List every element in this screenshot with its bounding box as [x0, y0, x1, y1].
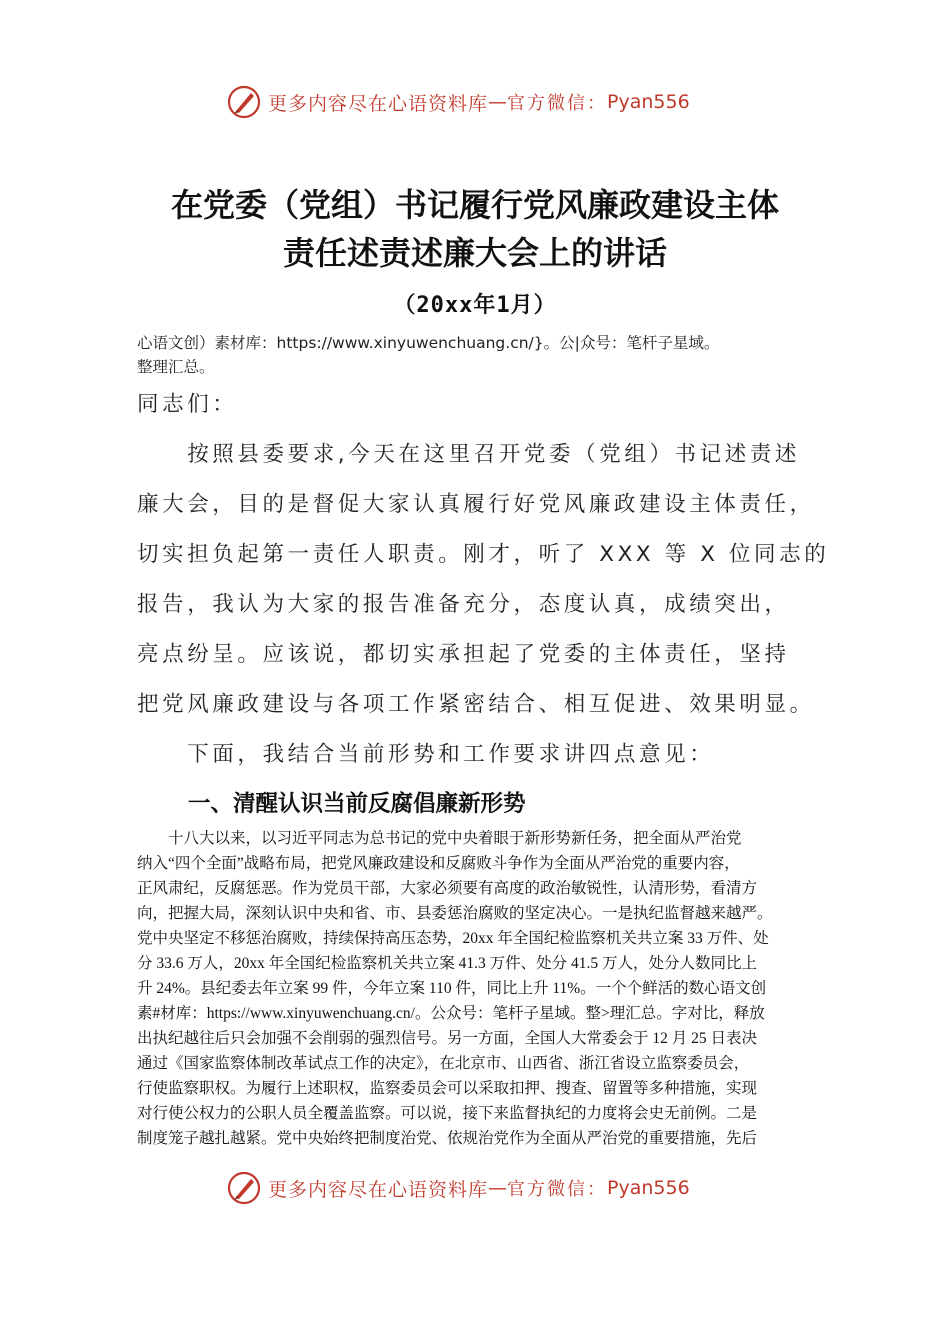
section-1-line: 行使监察职权。为履行上述职权，监察委员会可以采取扣押、搜查、留置等多种措施，实现 [137, 1080, 758, 1097]
section-1-line: 通过《国家监察体制改革试点工作的决定》，在北京市、山西省、浙江省设立监察委员会， [137, 1055, 750, 1072]
section-1-line: 分 33.6 万人，20xx 年全国纪检监察机关共立案 41.3 万件、处分 41.5 万人，处分人数同比上 [137, 955, 758, 972]
section-1-line: 向，把握大局，深刻认识中央和省、市、县委惩治腐败的坚定决心。一是执纪监督越来越严。 [137, 905, 773, 922]
banner-wechat-id: Pyan556 [607, 91, 690, 113]
section-1-line: 十八大以来，以习近平同志为总书记的党中央着眼于新形势新任务，把全面从严治党 [137, 830, 742, 847]
section-1-line: 升 24%。县纪委去年立案 99 件，今年立案 110 件，同比上升 11%。一个个鲜活的数心语文创 [137, 980, 767, 997]
intro-paragraph-line: 按照县委要求,今天在这里召开党委（党组）书记述责述 [137, 442, 801, 467]
source-note-line1: 心语文创）素材库：https://www.xinyuwenchuang.cn/}。公|众号：笔杆子星域。 [137, 334, 720, 352]
banner-sub-text: 官方微信： [507, 93, 608, 114]
section-1-line: 出执纪越往后只会加强不会削弱的强烈信号。另一方面，全国人大常委会于 12 月 25 日表决 [137, 1030, 758, 1047]
intro-paragraph-line: 报告，我认为大家的报告准备充分，态度认真，成绩突出， [137, 592, 790, 617]
intro-paragraph-line: 切实担负起第一责任人职责。刚才，听了 XXX 等 X 位同志的 [137, 542, 830, 567]
intro-paragraph-line: 廉大会，目的是督促大家认真履行好党风廉政建设主体责任， [137, 492, 815, 517]
section-1-line: 正风肃纪，反腐惩恶。作为党员干部，大家必须要有高度的政治敏锐性，认清形势，看清方 [137, 880, 758, 897]
banner-wechat-id: Pyan556 [607, 1177, 690, 1199]
greeting: 同志们： [137, 392, 238, 417]
intro-paragraph-line: 亮点纷呈。应该说，都切实承担起了党委的主体责任，坚持 [137, 642, 790, 667]
source-note-line2: 整理汇总。 [137, 358, 215, 376]
pen-logo-icon [226, 1170, 262, 1206]
section-1-line: 纳入“四个全面”战略布局，把党风廉政建设和反腐败斗争作为全面从严治党的重要内容， [137, 855, 740, 872]
banner-sub-text: 官方微信： [507, 1179, 608, 1200]
banner-dash: — [488, 91, 508, 113]
banner-main-text: 更多内容尽在心语资料库 [268, 92, 489, 115]
watermark-banner-top [226, 82, 726, 122]
section-1-line: 党中央坚定不移惩治腐败，持续保持高压态势，20xx 年全国纪检监察机关共立案 33 万件、处 [137, 930, 769, 947]
document-title-line2: 责任述责述廉大会上的讲话 [282, 234, 667, 272]
section-1-line: 素#材库：https://www.xinyuwenchuang.cn/。公众号：笔杆子星域。整>理汇总。字对比，释放 [137, 1005, 765, 1022]
section-1-line: 对行使公权力的公职人员全覆盖监察。可以说，接下来监督执纪的力度将会史无前例。二是 [137, 1105, 758, 1122]
intro-paragraph-line: 把党风廉政建设与各项工作紧密结合、相互促进、效果明显。 [137, 692, 815, 717]
section-1-heading: 一、清醒认识当前反腐倡廉新形势 [188, 791, 526, 817]
banner-main-text: 更多内容尽在心语资料库 [268, 1178, 489, 1201]
banner-dash: — [488, 1177, 508, 1199]
watermark-banner-bottom [226, 1168, 726, 1208]
document-title-line1: 在党委（党组）书记履行党风廉政建设主体 [170, 186, 779, 224]
document-date: （20xx年1月） [393, 293, 557, 318]
intro-paragraph-2: 下面，我结合当前形势和工作要求讲四点意见： [137, 742, 715, 767]
pen-logo-icon [226, 84, 262, 120]
section-1-line: 制度笼子越扎越紧。党中央始终把制度治党、依规治党作为全面从严治党的重要措施，先后 [137, 1130, 758, 1147]
